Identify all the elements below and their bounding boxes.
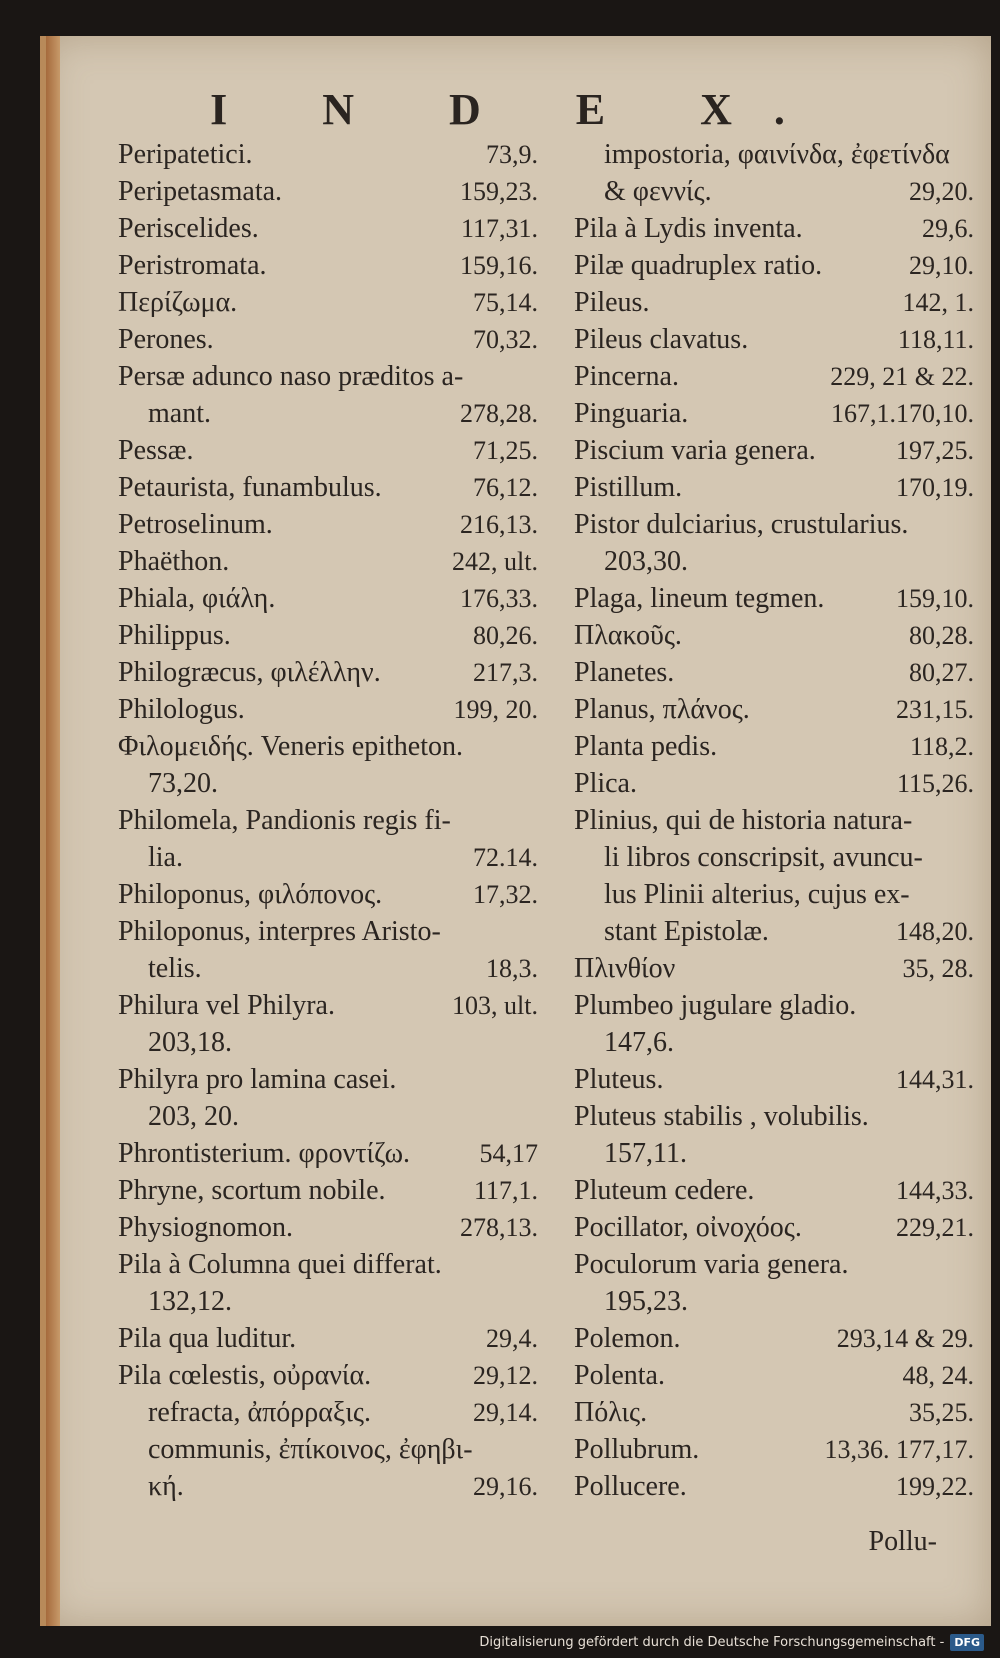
index-entry: [118, 987, 538, 1024]
index-entry: [574, 358, 974, 395]
index-entry: [118, 728, 538, 765]
index-page-reference: 72.14.: [473, 843, 538, 872]
index-page-reference: 176,33.: [460, 584, 538, 613]
index-entry: [574, 284, 974, 321]
index-page-reference: 278,13.: [460, 1213, 538, 1242]
index-term: Φιλομειδής. Veneris epitheton.: [118, 731, 463, 762]
page-heading: I N D E X.: [210, 85, 827, 134]
index-entry: [118, 136, 538, 173]
index-term: Peristromata.: [118, 250, 267, 281]
index-entry: [574, 1468, 974, 1505]
index-entry: [574, 617, 974, 654]
index-entry: [574, 654, 974, 691]
index-entry: [118, 913, 538, 950]
index-term: Peripetasmata.: [118, 176, 283, 207]
index-entry: [118, 469, 538, 506]
index-term: Περίζωμα.: [118, 287, 238, 318]
index-page-reference: 29,12.: [473, 1361, 538, 1390]
index-entry-continuation: [574, 1024, 974, 1061]
index-page-reference: 115,26.: [896, 769, 974, 798]
index-term: Phryne, scortum nobile.: [118, 1175, 386, 1206]
index-entry: [574, 950, 974, 987]
index-continuation-text: 203,18.: [148, 1027, 232, 1058]
index-term: Pistor dulciarius, crustularius.: [574, 509, 909, 540]
index-entry: [118, 432, 538, 469]
index-entry: [574, 210, 974, 247]
index-continuation-text: lia.: [148, 842, 183, 873]
index-entry: [574, 247, 974, 284]
index-page-reference: 48, 24.: [902, 1361, 974, 1390]
index-page-reference: 18,3.: [486, 954, 538, 983]
index-page-reference: 103, ult.: [452, 991, 538, 1020]
index-term: Pila à Columna quei differat.: [118, 1249, 442, 1280]
book-page: [40, 36, 991, 1626]
index-entry-continuation: [118, 1468, 538, 1505]
index-entry: [118, 654, 538, 691]
index-continuation-text: refracta, ἀπόρραξις.: [148, 1397, 371, 1428]
index-term: Pollucere.: [574, 1471, 687, 1502]
index-entry-continuation: [574, 913, 974, 950]
index-term: Phrontisterium. φροντίζω.: [118, 1138, 411, 1169]
index-continuation-text: κή.: [148, 1471, 184, 1502]
index-entry: [574, 1431, 974, 1468]
index-page-reference: 159,23.: [460, 177, 538, 206]
catchword: Pollu-: [868, 1526, 937, 1557]
digitization-footer: [0, 1626, 1000, 1658]
index-entry: [118, 506, 538, 543]
index-page-reference: 73,9.: [486, 140, 538, 169]
index-entry-continuation: [118, 1024, 538, 1061]
index-entry-continuation: [574, 543, 974, 580]
index-term: Petroselinum.: [118, 509, 273, 540]
index-page-reference: 29,6.: [922, 214, 974, 243]
index-page-reference: 35,25.: [909, 1398, 974, 1427]
index-page-reference: 293,14 & 29.: [836, 1324, 974, 1353]
index-term: Planus, πλάνος.: [574, 694, 750, 725]
index-page-reference: 229, 21 & 22.: [830, 362, 974, 391]
index-continuation-text: & φεννίς.: [604, 176, 712, 207]
index-continuation-text: 203, 20.: [148, 1101, 239, 1132]
index-page-reference: 75,14.: [473, 288, 538, 317]
index-continuation-text: stant Epistolæ.: [604, 916, 769, 947]
index-continuation-text: 132,12.: [148, 1286, 232, 1317]
index-entry-continuation: [574, 876, 974, 913]
index-entry: [574, 432, 974, 469]
index-term: Plumbeo jugulare gladio.: [574, 990, 857, 1021]
index-term: Pluteus stabilis , volubilis.: [574, 1101, 869, 1132]
index-term: Polenta.: [574, 1360, 665, 1391]
index-term: Periscelides.: [118, 213, 259, 244]
index-entry: [118, 1246, 538, 1283]
index-continuation-text: 147,6.: [604, 1027, 674, 1058]
index-continuation-text: communis, ἐπίκοινος, ἐφηβι-: [148, 1434, 473, 1465]
index-term: Pilæ quadruplex ratio.: [574, 250, 823, 281]
index-entry: [574, 765, 974, 802]
index-page-reference: 118,11.: [897, 325, 974, 354]
index-term: Πλακοῦς.: [574, 620, 682, 651]
index-term: Pila cœlestis, οὐρανία.: [118, 1360, 372, 1391]
index-entry: [574, 321, 974, 358]
index-term: Piscium varia genera.: [574, 435, 816, 466]
index-term: Philoponus, interpres Aristo-: [118, 916, 441, 947]
index-entry: [574, 580, 974, 617]
index-column-right: [574, 136, 974, 1505]
index-term: Pincerna.: [574, 361, 679, 392]
index-page-reference: 29,14.: [473, 1398, 538, 1427]
index-term: Philomela, Pandionis regis fi-: [118, 805, 451, 836]
index-entry: [574, 987, 974, 1024]
index-term: Pluteum cedere.: [574, 1175, 755, 1206]
index-entry: [118, 1209, 538, 1246]
index-term: Planetes.: [574, 657, 675, 688]
index-term: Πλινθίον: [574, 953, 676, 984]
index-page-reference: 80,26.: [473, 621, 538, 650]
index-term: Pluteus.: [574, 1064, 664, 1095]
index-term: Pocillator, οἰνοχόος.: [574, 1212, 802, 1243]
index-page-reference: 229,21.: [896, 1213, 974, 1242]
index-entry: [574, 395, 974, 432]
index-continuation-text: telis.: [148, 953, 202, 984]
index-entry: [574, 506, 974, 543]
index-page-reference: 118,2.: [909, 732, 974, 761]
index-page-reference: 144,31.: [896, 1065, 974, 1094]
index-entry-continuation: [118, 765, 538, 802]
index-page-reference: 216,13.: [460, 510, 538, 539]
index-entry-continuation: [118, 1431, 538, 1468]
index-page-reference: 117,1.: [473, 1176, 538, 1205]
index-term: Plica.: [574, 768, 637, 799]
index-entry: [574, 728, 974, 765]
index-page-reference: 17,32.: [473, 880, 538, 909]
index-entry: [118, 1135, 538, 1172]
index-term: Philogræcus, φιλέλλην.: [118, 657, 381, 688]
index-entry-continuation: [574, 1283, 974, 1320]
index-entry: [574, 469, 974, 506]
footer-text: Digitalisierung gefördert durch die Deutsche Forschungsgemeinschaft -: [479, 1634, 945, 1650]
index-entry: [574, 1357, 974, 1394]
index-page-reference: 80,28.: [909, 621, 974, 650]
index-term: Petaurista, funambulus.: [118, 472, 382, 503]
index-entry: [118, 580, 538, 617]
book-spine: [46, 36, 60, 1626]
index-term: Philura vel Philyra.: [118, 990, 335, 1021]
index-term: Persæ adunco naso præditos a-: [118, 361, 464, 392]
index-entry-continuation: [574, 136, 974, 173]
index-entry-continuation: [118, 839, 538, 876]
index-entry: [574, 1209, 974, 1246]
index-term: Phaëthon.: [118, 546, 230, 577]
index-term: Philyra pro lamina casei.: [118, 1064, 397, 1095]
index-term: Phiala, φιάλη.: [118, 583, 276, 614]
index-entry: [574, 1320, 974, 1357]
index-page-reference: 71,25.: [473, 436, 538, 465]
index-term: Philoponus, φιλόπονος.: [118, 879, 383, 910]
index-page-reference: 167,1.170,10.: [831, 399, 974, 428]
index-page-reference: 197,25.: [896, 436, 974, 465]
index-term: Philologus.: [118, 694, 245, 725]
index-page-reference: 242, ult.: [452, 547, 538, 576]
index-entry: [118, 284, 538, 321]
index-entry: [118, 1320, 538, 1357]
index-term: Pollubrum.: [574, 1434, 700, 1465]
index-page-reference: 217,3.: [473, 658, 538, 687]
index-entry: [118, 691, 538, 728]
index-entry: [118, 1061, 538, 1098]
index-term: Pila à Lydis inventa.: [574, 213, 803, 244]
index-term: Pila qua luditur.: [118, 1323, 297, 1354]
index-column-left: [118, 136, 538, 1505]
index-entry: [118, 543, 538, 580]
index-entry: [118, 617, 538, 654]
index-entry: [574, 1061, 974, 1098]
index-entry-continuation: [574, 1135, 974, 1172]
index-entry-continuation: [118, 395, 538, 432]
index-term: Pinguaria.: [574, 398, 689, 429]
index-entry: [574, 1246, 974, 1283]
index-page-reference: 29,20.: [909, 177, 974, 206]
index-entry-continuation: [574, 839, 974, 876]
index-entry: [574, 1394, 974, 1431]
index-page-reference: 159,10.: [896, 584, 974, 613]
index-entry: [118, 802, 538, 839]
index-page-reference: 29,10.: [909, 251, 974, 280]
index-entry: [574, 802, 974, 839]
index-continuation-text: 203,30.: [604, 546, 688, 577]
index-page-reference: 199, 20.: [453, 695, 538, 724]
index-entry-continuation: [574, 173, 974, 210]
index-page-reference: 148,20.: [896, 917, 974, 946]
index-term: Peripatetici.: [118, 139, 253, 170]
index-page-reference: 199,22.: [896, 1472, 974, 1501]
index-page-reference: 29,16.: [473, 1472, 538, 1501]
index-entry: [574, 1172, 974, 1209]
index-term: Polemon.: [574, 1323, 681, 1354]
index-term: Plaga, lineum tegmen.: [574, 583, 825, 614]
index-page-reference: 117,31.: [460, 214, 538, 243]
index-entry: [574, 691, 974, 728]
index-entry-continuation: [118, 1098, 538, 1135]
index-entry: [118, 876, 538, 913]
index-entry: [118, 1172, 538, 1209]
index-page-reference: 159,16.: [460, 251, 538, 280]
index-entry-continuation: [118, 1283, 538, 1320]
index-page-reference: 76,12.: [473, 473, 538, 502]
index-continuation-text: lus Plinii alterius, cujus ex-: [604, 879, 910, 910]
index-page-reference: 170,19.: [896, 473, 974, 502]
dfg-logo: DFG: [950, 1634, 984, 1651]
index-page-reference: 70,32.: [473, 325, 538, 354]
index-page-reference: 142, 1.: [902, 288, 974, 317]
index-continuation-text: 73,20.: [148, 768, 218, 799]
index-entry-continuation: [118, 950, 538, 987]
index-term: Pistillum.: [574, 472, 683, 503]
index-continuation-text: 157,11.: [604, 1138, 687, 1169]
index-page-reference: 35, 28.: [902, 954, 974, 983]
index-term: Physiognomon.: [118, 1212, 294, 1243]
index-entry: [118, 321, 538, 358]
index-page-reference: 278,28.: [460, 399, 538, 428]
index-page-reference: 80,27.: [909, 658, 974, 687]
index-term: Planta pedis.: [574, 731, 718, 762]
index-page-reference: 29,4.: [486, 1324, 538, 1353]
index-entry: [574, 1098, 974, 1135]
index-entry: [118, 247, 538, 284]
index-entry: [118, 358, 538, 395]
index-page-reference: 54,17: [479, 1139, 538, 1168]
index-continuation-text: li libros conscripsit, avuncu-: [604, 842, 923, 873]
index-term: Philippus.: [118, 620, 231, 651]
index-page-reference: 13,36. 177,17.: [824, 1435, 974, 1464]
index-entry: [118, 173, 538, 210]
index-continuation-text: 195,23.: [604, 1286, 688, 1317]
index-term: Pileus clavatus.: [574, 324, 749, 355]
index-term: Poculorum varia genera.: [574, 1249, 849, 1280]
index-term: Pessæ.: [118, 435, 194, 466]
index-term: Πόλις.: [574, 1397, 648, 1428]
index-page-reference: 231,15.: [896, 695, 974, 724]
index-term: Perones.: [118, 324, 214, 355]
index-page-reference: 144,33.: [896, 1176, 974, 1205]
index-entry-continuation: [118, 1394, 538, 1431]
index-term: Pileus.: [574, 287, 650, 318]
index-continuation-text: impostoria, φαινίνδα, ἐφετίνδα: [604, 139, 950, 170]
index-continuation-text: mant.: [148, 398, 211, 429]
index-term: Plinius, qui de historia natura-: [574, 805, 913, 836]
index-entry: [118, 210, 538, 247]
index-entry: [118, 1357, 538, 1394]
